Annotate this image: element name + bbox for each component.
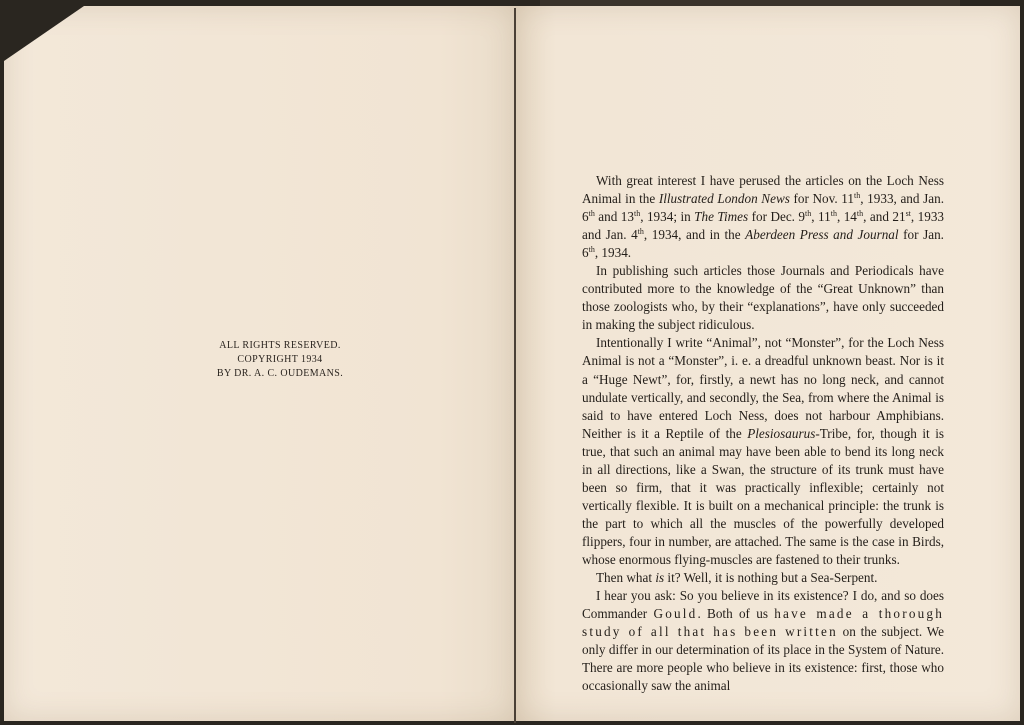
body-text [582,172,944,695]
paragraph-2: In publishing such articles those Journals and Periodicals have contributed more to the knowledge of the “Great Unknown” than those zoologists who, by their “explanations”, have only succeeded in making the subject ridiculous. [582,263,944,333]
rights-line: ALL RIGHTS RESERVED. [219,340,341,351]
author-line: BY DR. A. C. OUDEMANS. [216,368,344,379]
paragraph-4: Then what is it? Well, it is nothing but a Sea-Serpent. [596,570,878,586]
copyright-notice [195,339,365,381]
paragraph-1: With great interest I have perused the articles on the Loch Ness Animal in the Illustrated London News for Nov. 11th, 1933, and Jan. 6th and 13th, 1934; in The Times for Dec. 9th, 11th, 14th, and 21st, 1933 and Jan. 4th, 1934, and in the Aberdeen Press and Journal for Jan. 6th, 1934. [582,173,945,261]
paragraph-3: Intentionally I write “Animal”, not “Monster”, for the Loch Ness Animal is not a “Monster”, i. e. a dreadful unknown beast. Nor is it a “Huge Newt”, for, firstly, a newt has no long neck, and cannot undulate vertically, and secondly, the Sea, from where the Animal is said to have entered Loch Ness, does not harbour Amphibians. Neither is it a Reptile of the Plesiosaurus-Tribe, for, though it is true, that such an animal may have been able to bend its long neck in all directions, like a Swan, the structure of its trunk must have been so firm, that it was practically inflexible; certainly not vertically flexible. It is built on a mechanical principle: the trunk is the part to which all the muscles of the powerfully developed flippers, four in number, are attached. The same is the case in Birds, whose enormous flying-muscles are fastened to their trunks. [582,335,944,567]
paragraph-5: I hear you ask: So you believe in its existence? I do, and so does Commander Gould. Both of us have made a thorough study of all that has been written on the subject. We only differ in our determination of its place in the System of Nature. There are more people who believe in its existence: first, those who occasionally saw the animal [582,588,944,694]
book-gutter [514,8,516,723]
copyright-line: COPYRIGHT 1934 [237,354,323,365]
